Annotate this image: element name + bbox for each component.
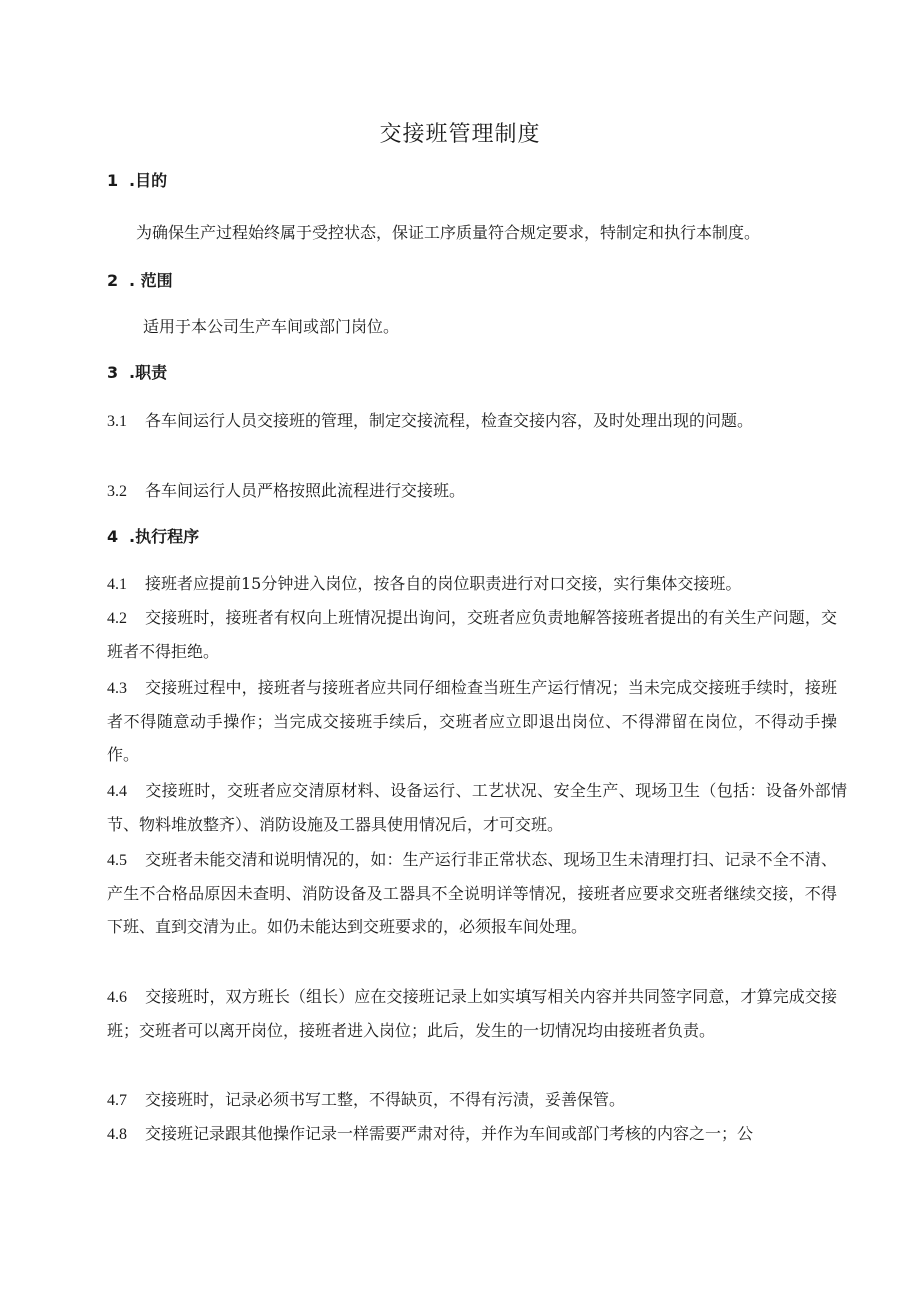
- procedure-item: [107, 567, 847, 601]
- section-label: .执行程序: [129, 527, 200, 546]
- item-text: 各车间运行人员严格按照此流程进行交接班。: [145, 481, 466, 500]
- item-number: 4.1: [107, 576, 127, 593]
- section-heading-purpose: [107, 168, 167, 191]
- section-number: 4: [107, 527, 119, 546]
- section-label: .目的: [129, 171, 168, 190]
- scope-paragraph: 适用于本公司生产车间或部门岗位。: [143, 317, 400, 336]
- section-heading-scope: [107, 268, 173, 291]
- item-number: 4.3: [107, 680, 127, 697]
- procedure-item: [107, 601, 837, 668]
- item-number: 4.5: [107, 852, 127, 869]
- item-text: 交接班记录跟其他操作记录一样需要严肃对待，并作为车间或部门考核的内容之一；公: [145, 1124, 754, 1143]
- item-text: 交接班时，接班者有权向上班情况提出询问，交班者应负责地解答接班者提出的有关生产问题，交班者不得拒绝。: [107, 608, 837, 661]
- procedure-item: [107, 1117, 852, 1151]
- item-text: 交班者未能交清和说明情况的，如：生产运行非正常状态、现场卫生未清理打扫、记录不全不清、产生不合格品原因未查明、消防设备及工器具不全说明详等情况，接班者应要求交班者继续交接，不得下班、直到交清为止。如仍未能达到交班要求的，必须报车间处理。: [107, 850, 837, 936]
- section-number: 1: [107, 171, 119, 190]
- section-number: 2: [107, 271, 119, 290]
- section-label: .职责: [129, 363, 168, 382]
- item-number: 3.1: [107, 413, 127, 430]
- item-number: 4.2: [107, 610, 127, 627]
- responsibility-item: [107, 474, 847, 508]
- procedure-item: [107, 843, 837, 943]
- item-text: 接班者应提前15分钟进入岗位，按各自的岗位职责进行对口交接，实行集体交接班。: [145, 574, 742, 593]
- procedure-item: [107, 1083, 847, 1117]
- item-number: 4.7: [107, 1092, 127, 1109]
- section-number: 3: [107, 363, 119, 382]
- item-text: 交接班时，交班者应交清原材料、设备运行、工艺状况、安全生产、现场卫生（包括：设备外部情节、物料堆放整齐）、消防设施及工器具使用情况后，才可交班。: [107, 781, 847, 834]
- purpose-paragraph: 为确保生产过程始终属于受控状态，保证工序质量符合规定要求，特制定和执行本制度。: [136, 223, 761, 242]
- section-heading-procedures: [107, 524, 199, 547]
- section-heading-responsibilities: [107, 360, 167, 383]
- item-text: 交接班时，记录必须书写工整，不得缺页，不得有污渍，妥善保管。: [145, 1090, 626, 1109]
- document-title: 交接班管理制度: [379, 122, 541, 147]
- procedure-item: [107, 671, 837, 771]
- responsibility-item: [107, 404, 812, 438]
- item-text: 交接班时，双方班长（组长）应在交接班记录上如实填写相关内容并共同签字同意，才算完成交接班；交班者可以离开岗位，接班者进入岗位；此后，发生的一切情况均由接班者负责。: [107, 987, 837, 1040]
- item-number: 4.8: [107, 1126, 127, 1143]
- procedure-item: [107, 980, 837, 1047]
- item-text: 各车间运行人员交接班的管理，制定交接流程，检查交接内容，及时处理出现的问题。: [145, 411, 754, 430]
- section-label: . 范围: [129, 271, 173, 290]
- item-number: 3.2: [107, 483, 127, 500]
- item-number: 4.6: [107, 989, 127, 1006]
- procedure-item: [107, 774, 847, 841]
- item-text: 交接班过程中，接班者与接班者应共同仔细检查当班生产运行情况；当未完成交接班手续时，接班者不得随意动手操作；当完成交接班手续后，交班者应立即退出岗位、不得滞留在岗位，不得动手操作。: [107, 678, 837, 764]
- item-number: 4.4: [107, 783, 127, 800]
